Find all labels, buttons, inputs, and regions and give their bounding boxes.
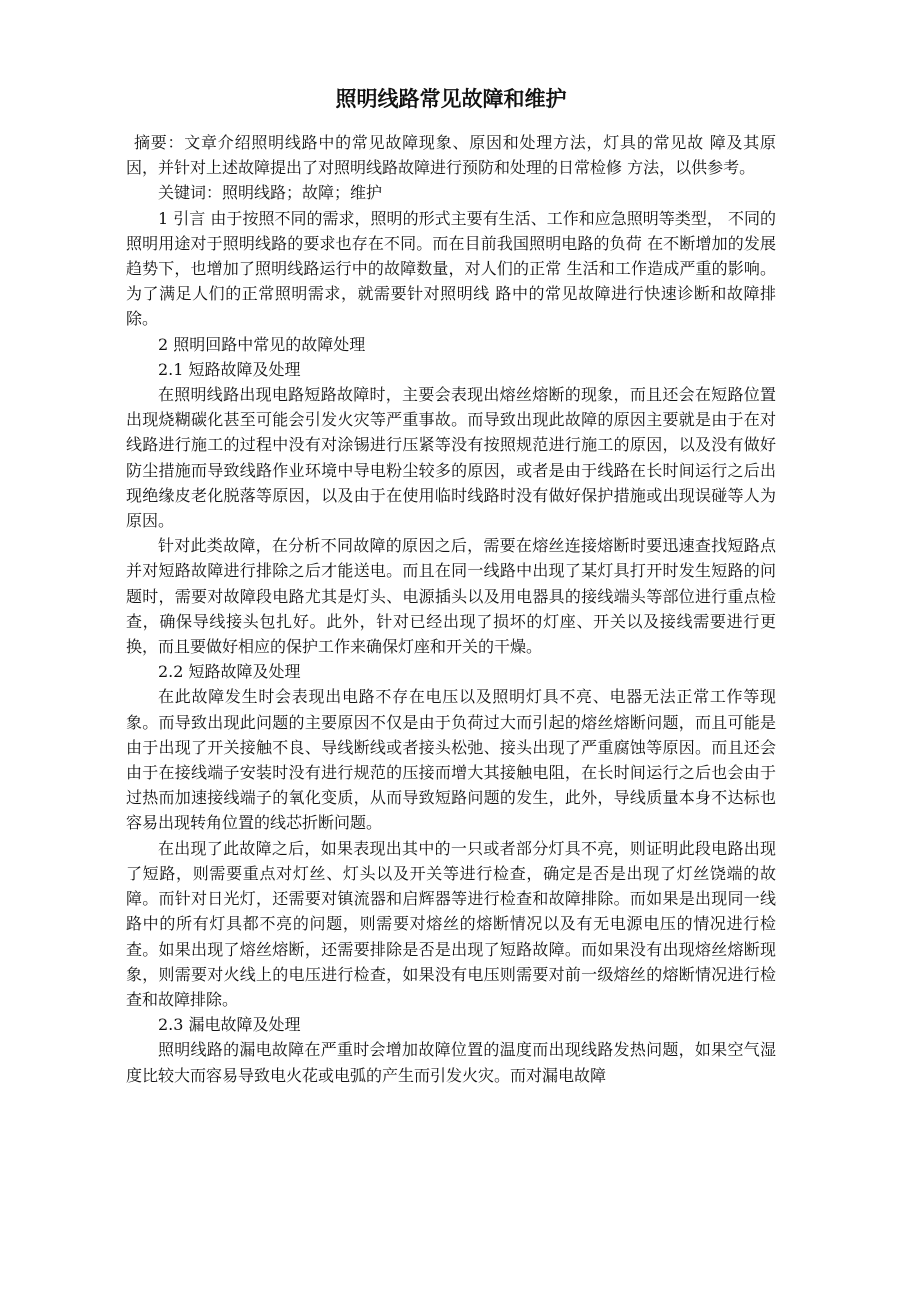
document-page: [126, 84, 776, 1088]
section-2-heading: 2 照明回路中常见的故障处理: [158, 334, 366, 354]
keywords-line: 关键词：照明线路；故障；维护: [158, 183, 383, 203]
section-2-2-paragraph-2: 在出现了此故障之后，如果表现出其中的一只或者部分灯具不亮，则证明此段电路出现了短路，则需要重点对灯丝、灯头以及开关等进行检查，确定是否是出现了灯丝饶端的故障。而针对日光灯，还需要对镇流器和启辉器等进行检查和故障排除。而如果是出现同一线路中的所有灯具都不亮的问题，则需要对熔丝的熔断情况以及有无电源电压的情况进行检查。如果出现了熔丝熔断，还需要排除是否是出现了短路故障。而如果没有出现熔丝熔断现象，则需要对火线上的电压进行检查，如果没有电压则需要对前一级熔丝的熔断情况进行检查和故障排除。: [126, 838, 776, 1009]
section-2-3-paragraph-1: 照明线路的漏电故障在严重时会增加故障位置的温度而出现线路发热问题，如果空气湿度比较大而容易导致电火花或电弧的产生而引发火灾。而对漏电故障: [126, 1040, 776, 1085]
section-2-1-heading: 2.1 短路故障及处理: [158, 359, 301, 379]
abstract-paragraph: 摘要：文章介绍照明线路中的常见故障现象、原因和处理方法，灯具的常见故 障及其原因，并针对上述故障提出了对照明线路故障进行预防和处理的日常检修 方法，以供参考。: [126, 133, 776, 178]
intro-paragraph: 1 引言 由于按照不同的需求，照明的形式主要有生活、工作和应急照明等类型， 不同的照明用途对于照明线路的要求也存在不同。而在目前我国照明电路的负荷 在不断增加的发展趋势下，也增加了照明线路运行中的故障数量，对人们的正常 生活和工作造成严重的影响。为了满足人们的正常照明需求，就需要针对照明线 路中的常见故障进行快速诊断和故障排除。: [126, 208, 776, 329]
document-title: 照明线路常见故障和维护: [335, 86, 567, 111]
section-2-3-heading: 2.3 漏电故障及处理: [158, 1015, 301, 1035]
section-2-1-paragraph-1: 在照明线路出现电路短路故障时，主要会表现出熔丝熔断的现象，而且还会在短路位置出现烧糊碳化甚至可能会引发火灾等严重事故。而导致出现此故障的原因主要就是由于在对线路进行施工的过程中没有对涂锡进行压紧等没有按照规范进行施工的原因，以及没有做好防尘措施而导致线路作业环境中导电粉尘较多的原因，或者是由于线路在长时间运行之后出现绝缘皮老化脱落等原因，以及由于在使用临时线路时没有做好保护措施或出现误碰等人为原因。: [126, 385, 776, 531]
section-2-1-paragraph-2: 针对此类故障，在分析不同故障的原因之后，需要在熔丝连接熔断时要迅速查找短路点并对短路故障进行排除之后才能送电。而且在同一线路中出现了某灯具打开时发生短路的问题时，需要对故障段电路尤其是灯头、电源插头以及用电器具的接线端头等部位进行重点检查，确保导线接头包扎好。此外，针对已经出现了损坏的灯座、开关以及接线需要进行更换，而且要做好相应的保护工作来确保灯座和开关的干燥。: [126, 536, 776, 657]
section-2-2-paragraph-1: 在此故障发生时会表现出电路不存在电压以及照明灯具不亮、电器无法正常工作等现象。而导致出现此问题的主要原因不仅是由于负荷过大而引起的熔丝熔断问题，而且可能是由于出现了开关接触不良、导线断线或者接头松弛、接头出现了严重腐蚀等原因。而且还会由于在接线端子安装时没有进行规范的压接而增大其接触电阻，在长时间运行之后也会由于过热而加速接线端子的氧化变质，从而导致短路问题的发生，此外，导线质量本身不达标也容易出现转角位置的线芯折断问题。: [126, 687, 776, 833]
section-2-2-heading: 2.2 短路故障及处理: [158, 662, 301, 682]
